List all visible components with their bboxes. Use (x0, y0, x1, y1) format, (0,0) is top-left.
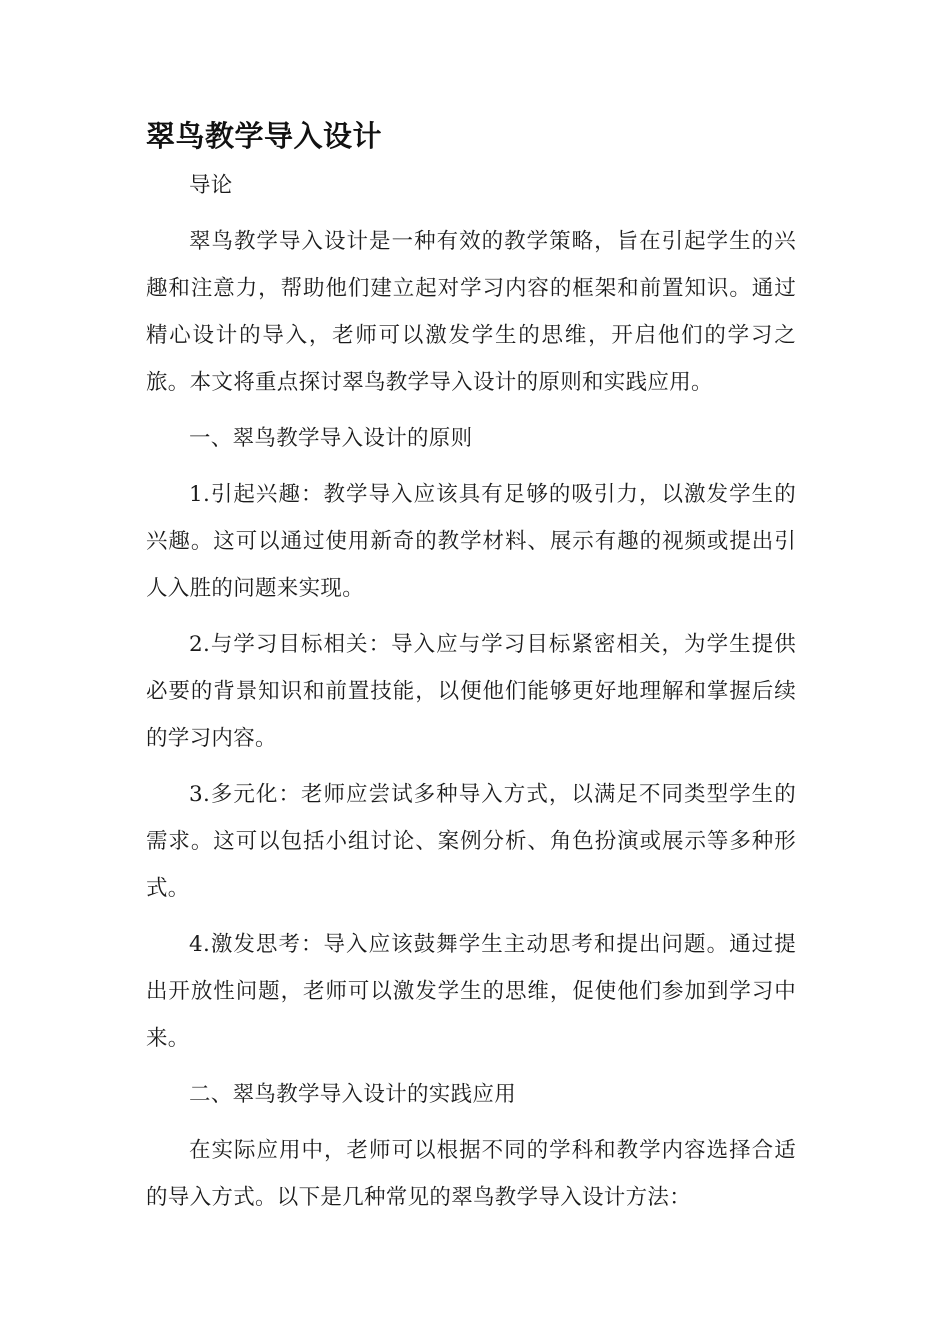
paragraph-practice-intro: 在实际应用中，老师可以根据不同的学科和教学内容选择合适的导入方式。以下是几种常见的翠鸟教学导入设计方法： (146, 1138, 796, 1210)
paragraph-principle-4: 4.激发思考：导入应该鼓舞学生主动思考和提出问题。通过提出开放性问题，老师可以激发学生的思维，促使他们参加到学习中来。 (146, 932, 796, 1051)
section-heading-principles: 一、翠鸟教学导入设计的原则 (189, 426, 473, 451)
document-title: 翠鸟教学导入设计 (146, 119, 383, 153)
paragraph-principle-2: 2.与学习目标相关：导入应与学习目标紧密相关，为学生提供必要的背景知识和前置技能，以便他们能够更好地理解和掌握后续的学习内容。 (146, 632, 796, 751)
section-heading-practice: 二、翠鸟教学导入设计的实践应用 (189, 1082, 517, 1107)
document-page (146, 112, 796, 1221)
paragraph-intro: 翠鸟教学导入设计是一种有效的教学策略，旨在引起学生的兴趣和注意力，帮助他们建立起对学习内容的框架和前置知识。通过精心设计的导入，老师可以激发学生的思维，开启他们的学习之旅。本文将重点探讨翠鸟教学导入设计的原则和实践应用。 (146, 229, 796, 395)
paragraph-principle-3: 3.多元化：老师应尝试多种导入方式，以满足不同类型学生的需求。这可以包括小组讨论、案例分析、角色扮演或展示等多种形式。 (146, 782, 796, 901)
section-heading-intro: 导论 (189, 173, 233, 198)
paragraph-principle-1: 1.引起兴趣：教学导入应该具有足够的吸引力，以激发学生的兴趣。这可以通过使用新奇的教学材料、展示有趣的视频或提出引人入胜的问题来实现。 (146, 482, 796, 601)
